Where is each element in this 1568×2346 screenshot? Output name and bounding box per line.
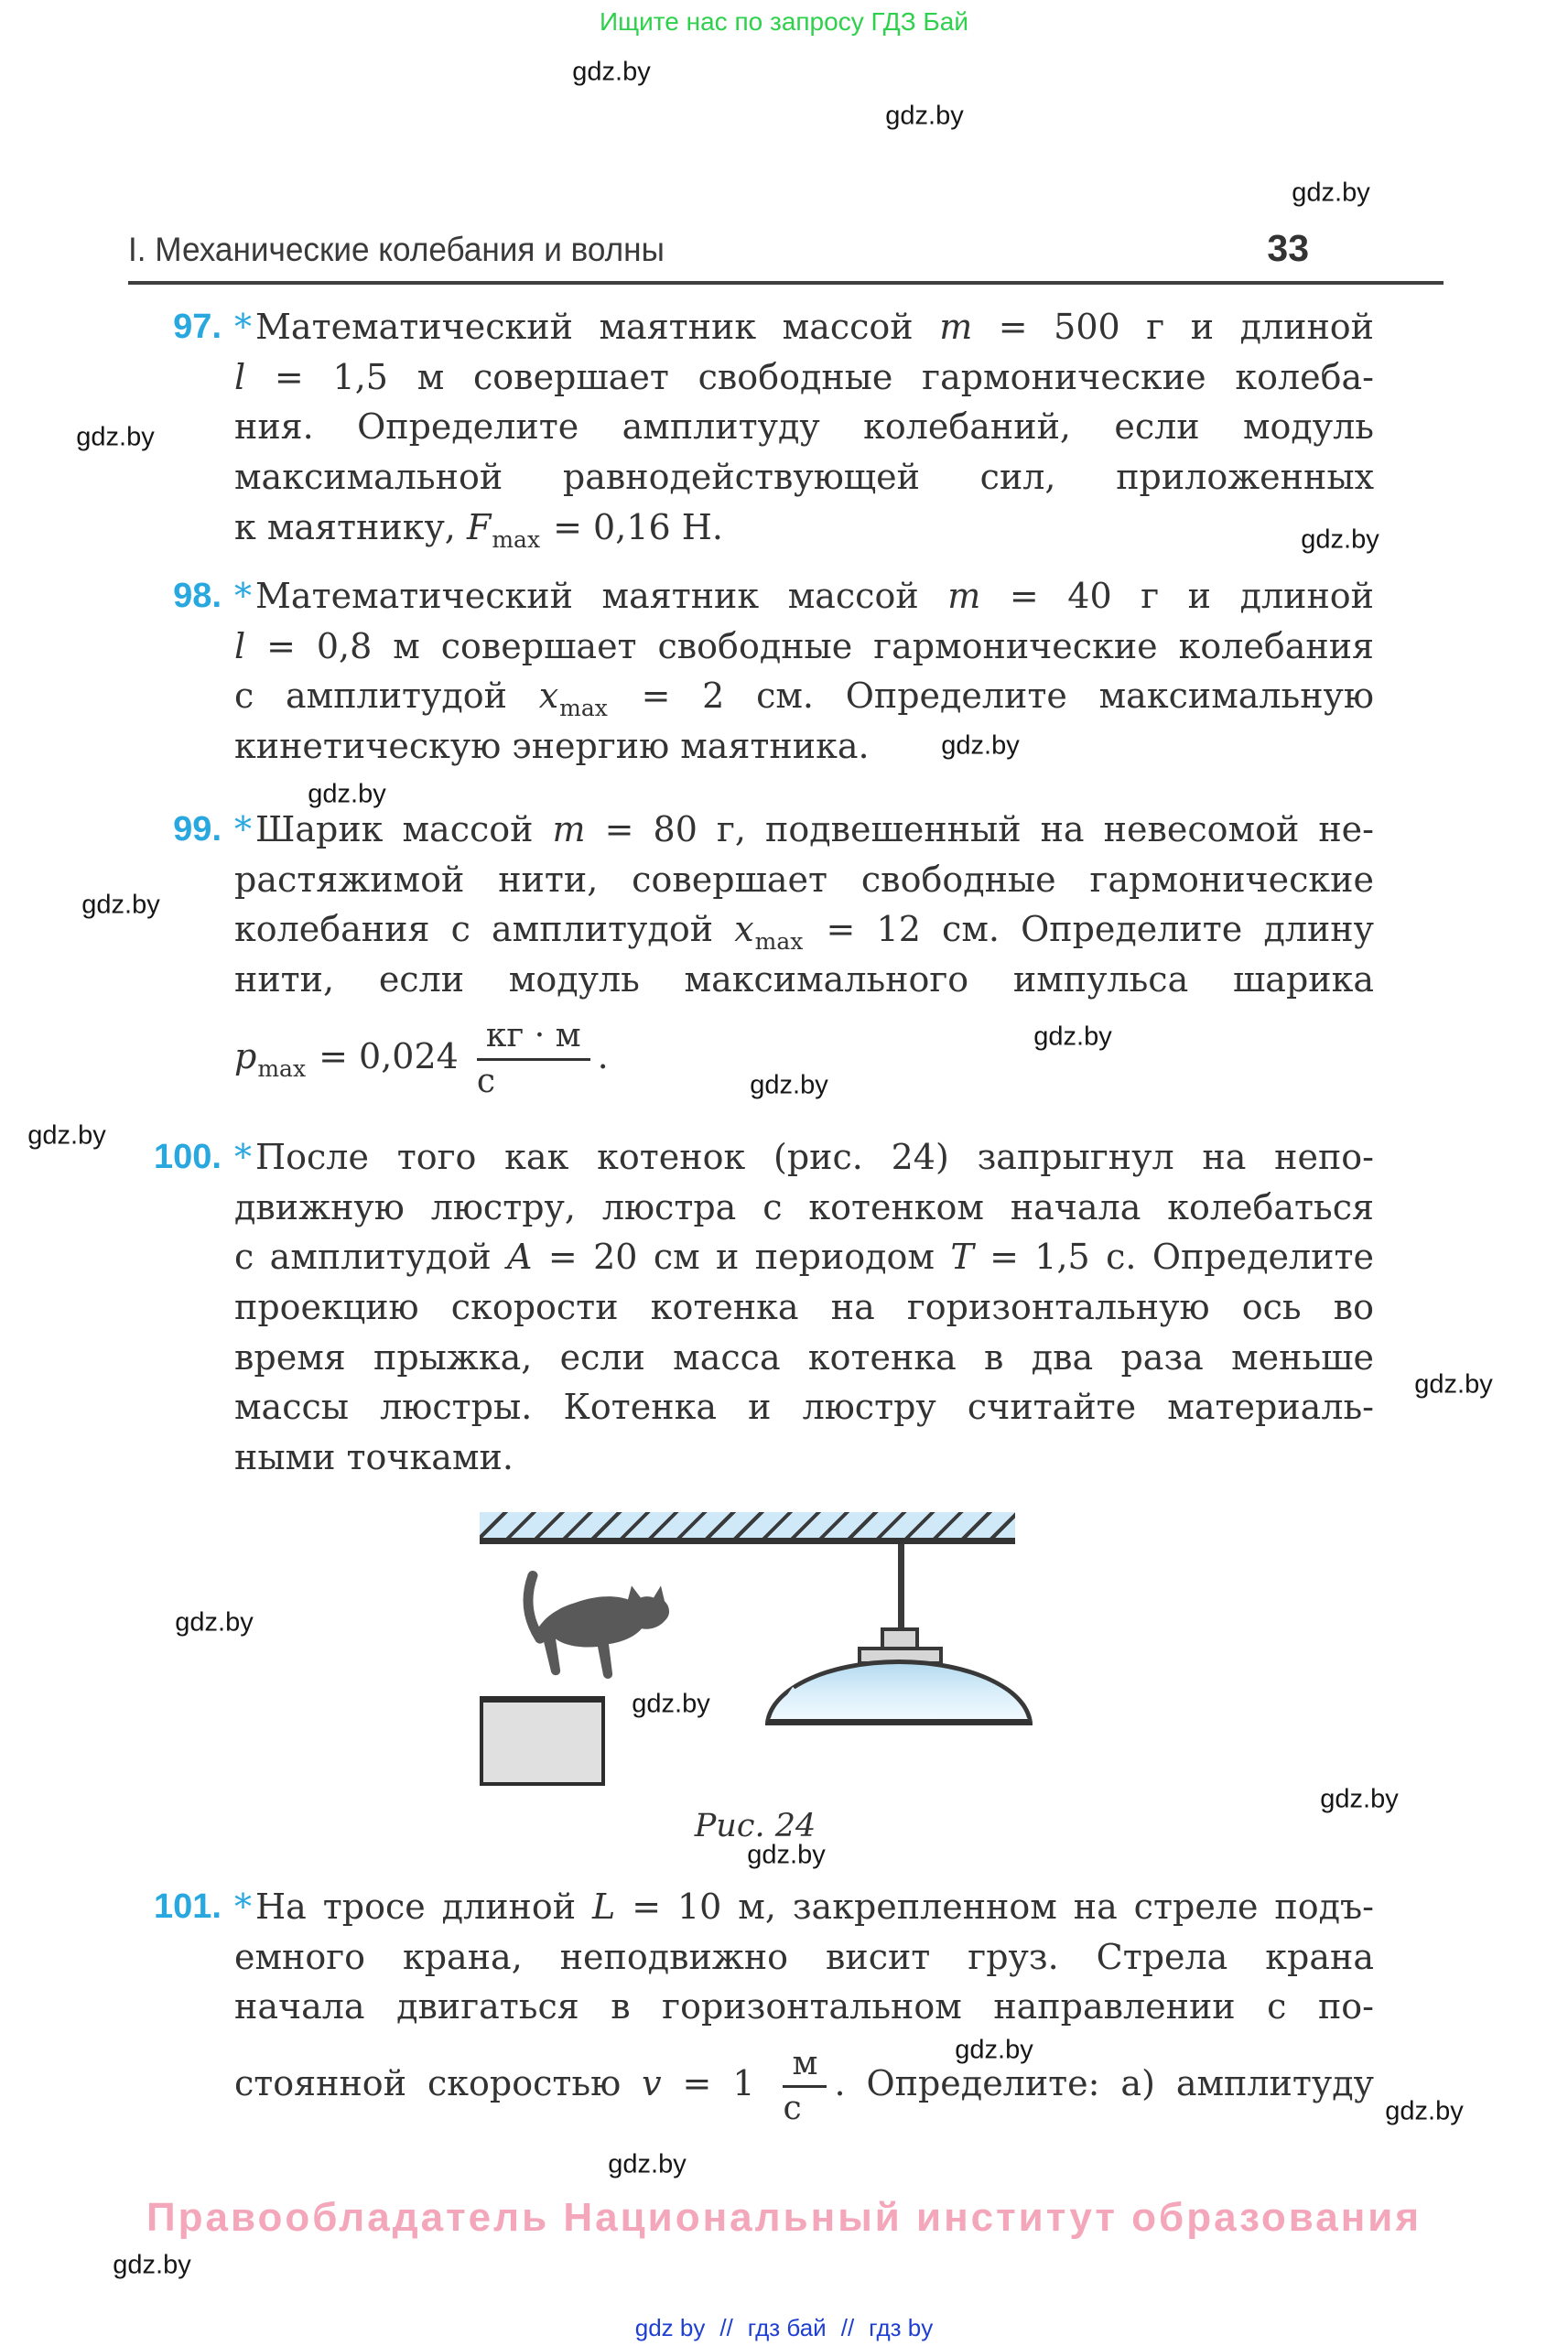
text-line: с амплитудой $x_{max} = 2$ см. Определите максимальную bbox=[234, 676, 1374, 722]
pedestal bbox=[480, 1696, 605, 1786]
problem-99 bbox=[173, 805, 1374, 1108]
text-line: нити, если модуль максимального импульса шарика bbox=[234, 959, 1374, 1000]
gdz-watermark: gdz.by bbox=[941, 730, 1020, 761]
text-line: проекцию скорости котенка на горизонтальную ось во bbox=[234, 1287, 1374, 1328]
gdz-watermark: gdz.by bbox=[113, 2250, 191, 2280]
star-marker: * bbox=[234, 809, 252, 849]
text-line: * Математический маятник массой m = 500 г и длиной bbox=[234, 307, 1374, 347]
fraction: $\frac{м}{с}$ bbox=[783, 2046, 827, 2128]
problem-number: 99. bbox=[173, 810, 222, 849]
chapter-header: I. Механические колебания и волны bbox=[128, 231, 665, 268]
gdz-watermark: gdz.by bbox=[1320, 1784, 1399, 1814]
figure-caption: Рис. 24 bbox=[694, 1808, 816, 1844]
gdz-watermark: gdz.by bbox=[27, 1120, 106, 1151]
text-line: емного крана, неподвижно висит груз. Стрела крана bbox=[234, 1936, 1374, 1977]
fraction: $\frac{кг \cdot м}{с}$ bbox=[477, 1018, 590, 1100]
text-line: к маятнику, $F_{max} = 0,16$ Н. bbox=[234, 506, 723, 553]
text-line: * Математический маятник массой m = 40 г и длиной bbox=[234, 576, 1374, 616]
problem-97 bbox=[173, 302, 1374, 553]
footer-links bbox=[0, 2314, 1568, 2342]
gdz-watermark: gdz.by bbox=[572, 57, 651, 87]
problem-number: 97. bbox=[173, 308, 222, 346]
text-line: начала двигаться в горизонтальном направлении с по- bbox=[234, 1986, 1374, 2027]
gdz-watermark: gdz.by bbox=[1414, 1369, 1493, 1400]
copyright-notice: Правообладатель Национальный институт образования bbox=[146, 2195, 1422, 2240]
star-marker: * bbox=[234, 576, 252, 616]
text-line: * Шарик массой m = 80 г, подвешенный на невесомой не- bbox=[234, 809, 1374, 849]
problem-number: 101. bbox=[154, 1887, 222, 1926]
text-line: колебания с амплитудой $x_{max} = 12$ см. Определите длину bbox=[234, 909, 1374, 956]
star-marker: * bbox=[234, 1137, 252, 1177]
gdz-watermark: gdz.by bbox=[1301, 524, 1379, 555]
problem-number: 100. bbox=[154, 1138, 222, 1176]
text-line: с амплитудой A = 20 см и периодом T = 1,5 с. Определите bbox=[234, 1237, 1375, 1278]
text-line: время прыжка, если масса котенка в два раза меньше bbox=[234, 1336, 1374, 1378]
text-line: максимальной равнодействующей сил, приложенных bbox=[234, 457, 1374, 498]
gdz-watermark: gdz.by bbox=[175, 1607, 254, 1638]
problem-98 bbox=[173, 571, 1374, 772]
ceiling-hatch bbox=[480, 1512, 1015, 1544]
gdz-watermark: gdz.by bbox=[308, 779, 386, 809]
text-line: стоянной скоростью v = 1 $\frac{м}{с}$ . Определите: а) амплитуду bbox=[234, 2044, 1374, 2128]
gdz-watermark: gdz.by bbox=[608, 2149, 687, 2179]
text-line: l = 1,5 м совершает свободные гармонические колеба- bbox=[234, 356, 1374, 397]
gdz-watermark: gdz.by bbox=[1033, 1022, 1112, 1052]
text-line: массы люстры. Котенка и люстру считайте материаль- bbox=[234, 1387, 1374, 1428]
text-line: кинетическую энергию маятника. bbox=[234, 726, 870, 767]
text-line: ния. Определите амплитуду колебаний, если модуль bbox=[234, 406, 1374, 448]
link-separator: // bbox=[840, 2314, 855, 2341]
text-line: * После того как котенок (рис. 24) запрыгнул на непо- bbox=[234, 1137, 1374, 1177]
text-line: l = 0,8 м совершает свободные гармонические колебания bbox=[234, 625, 1374, 666]
link-separator: // bbox=[719, 2314, 733, 2341]
footer-link[interactable]: гдз бай bbox=[747, 2314, 827, 2341]
gdz-watermark: gdz.by bbox=[1385, 2096, 1464, 2126]
problem-number: 98. bbox=[173, 577, 222, 615]
gdz-watermark: gdz.by bbox=[1292, 178, 1370, 208]
lamp-shade bbox=[765, 1659, 1033, 1725]
text-line: $p_{max} = 0,024$ $\frac{кг \cdot м}{с}$ . bbox=[234, 1017, 609, 1100]
gdz-watermark: gdz.by bbox=[747, 1840, 826, 1870]
gdz-watermark: gdz.by bbox=[955, 2035, 1033, 2065]
gdz-watermark: gdz.by bbox=[750, 1070, 828, 1100]
cat-silhouette bbox=[503, 1563, 687, 1701]
footer-link[interactable]: гдз by bbox=[869, 2314, 934, 2341]
text-line: ными точками. bbox=[234, 1437, 514, 1478]
gdz-watermark: gdz.by bbox=[632, 1689, 710, 1719]
problem-100 bbox=[154, 1132, 1375, 1483]
header-rule bbox=[128, 281, 1444, 285]
text-line: * На тросе длиной L = 10 м, закрепленном на стреле подъ- bbox=[234, 1887, 1374, 1927]
text-line: движную люстру, люстра с котенком начала колебаться bbox=[234, 1186, 1374, 1227]
gdz-watermark: gdz.by bbox=[76, 422, 155, 452]
star-marker: * bbox=[234, 307, 252, 347]
gdz-watermark: gdz.by bbox=[81, 890, 160, 920]
lamp-rod bbox=[898, 1544, 904, 1630]
text-line: растяжимой нити, совершает свободные гармонические bbox=[234, 859, 1374, 900]
problem-101 bbox=[154, 1882, 1374, 2135]
footer-link[interactable]: gdz by bbox=[634, 2314, 706, 2341]
star-marker: * bbox=[234, 1887, 252, 1927]
promo-banner: Ищите нас по запросу ГДЗ Бай bbox=[599, 7, 969, 36]
page-number: 33 bbox=[1267, 227, 1309, 269]
gdz-watermark: gdz.by bbox=[885, 101, 964, 131]
